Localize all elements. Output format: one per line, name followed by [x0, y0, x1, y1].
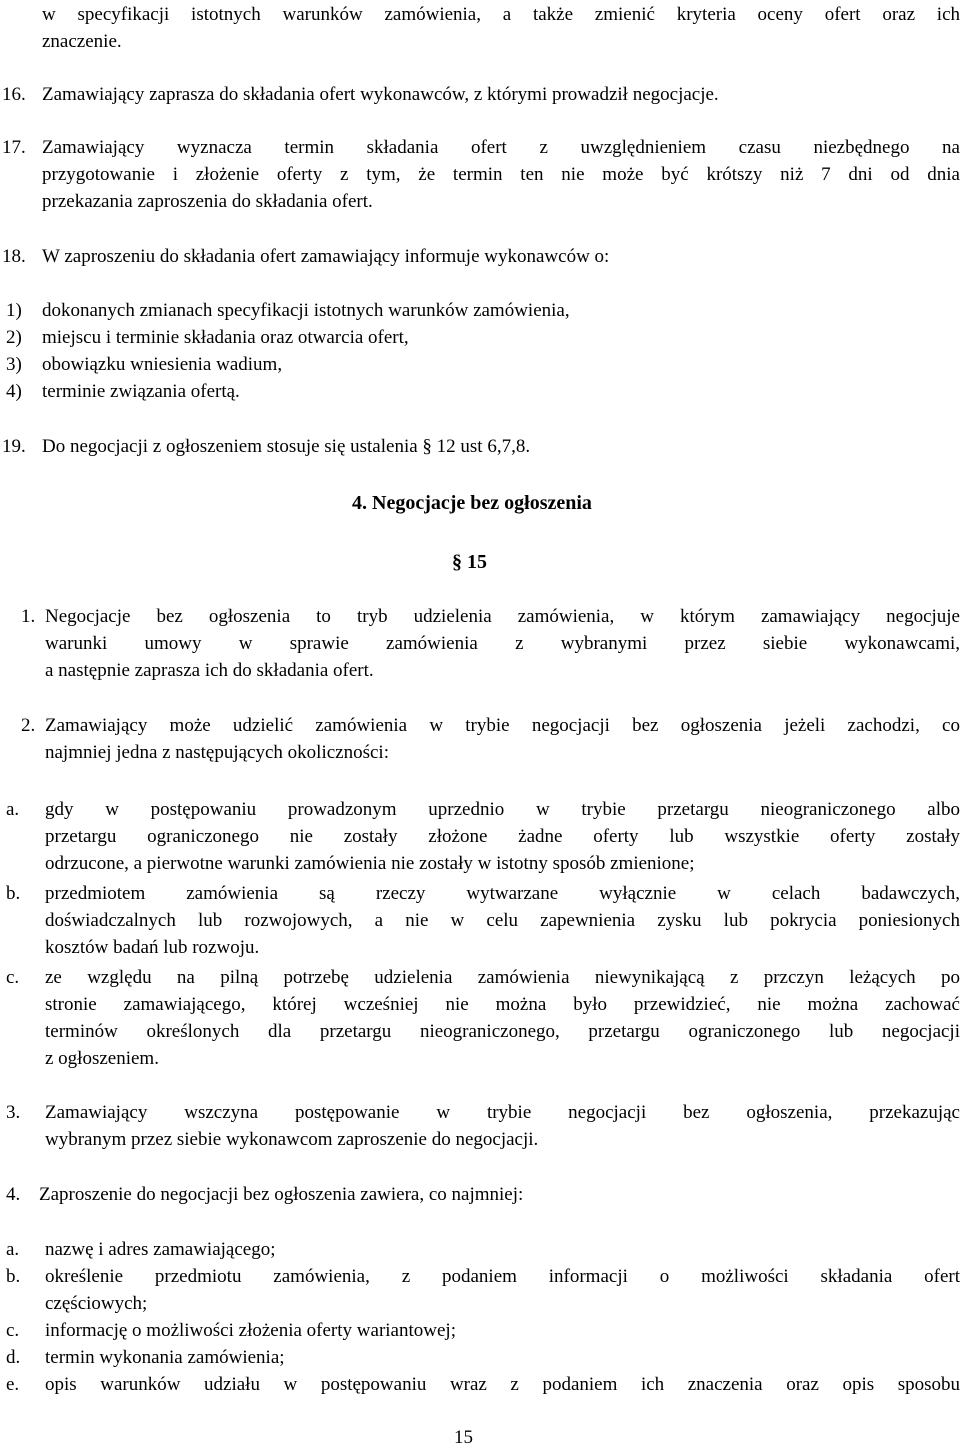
- list-text: dokonanych zmianach specyfikacji istotnych warunków zamówienia,: [42, 300, 570, 321]
- list-item: [6, 378, 906, 405]
- paragraph-number: 16.: [2, 84, 26, 105]
- paragraph-number: 19.: [2, 436, 26, 457]
- text-line: przetargu ograniczonego nie zostały złożone żadne oferty lub wszystkie oferty zostały: [45, 826, 960, 847]
- text-line: Zaproszenie do negocjacji bez ogłoszenia zawiera, co najmniej:: [39, 1184, 524, 1205]
- text-line: Zamawiający wyznacza termin składania ofert z uwzględnieniem czasu niezbędnego na: [42, 137, 960, 158]
- text-line: najmniej jedna z następujących okoliczności:: [45, 742, 389, 763]
- list-item-a: [45, 796, 960, 877]
- list-item-b: [45, 880, 960, 961]
- list-marker: c.: [6, 1320, 20, 1341]
- text-line: przygotowanie i złożenie oferty z tym, że termin ten nie może być krótszy niż 7 dni od dnia: [42, 164, 960, 185]
- text-line: częściowych;: [45, 1293, 148, 1314]
- text-line: znaczenie.: [42, 31, 122, 52]
- list-text: miejscu i terminie składania oraz otwarcia ofert,: [42, 327, 409, 348]
- text-line: wybranym przez siebie wykonawcom zaproszenie do negocjacji.: [45, 1129, 539, 1150]
- paragraph-19: [42, 433, 960, 460]
- text-line: terminów określonych dla przetargu nieograniczonego, przetargu ograniczonego lub negocjacji: [45, 1021, 960, 1042]
- text-line: gdy w postępowaniu prowadzonym uprzednio w trybie przetargu nieograniczonego albo: [45, 799, 960, 820]
- text-line: określenie przedmiotu zamówienia, z podaniem informacji o możliwości składania ofert: [45, 1266, 960, 1287]
- list-marker: 4): [6, 381, 22, 402]
- text-line: z ogłoszeniem.: [45, 1048, 159, 1069]
- list-marker: b.: [6, 883, 21, 904]
- text-line: Do negocjacji z ogłoszeniem stosuje się ustalenia § 12 ust 6,7,8.: [42, 436, 531, 457]
- text-line: w specyfikacji istotnych warunków zamówienia, a także zmienić kryteria oceny ofert oraz ich: [42, 4, 960, 25]
- list-marker: 3): [6, 354, 22, 375]
- paragraph-18-list: [6, 297, 906, 405]
- text-line: warunki umowy w sprawie zamówienia z wybranymi przez siebie wykonawcami,: [45, 633, 960, 654]
- text-line: przekazania zaproszenia do składania ofert.: [42, 191, 373, 212]
- text-line: stronie zamawiającego, której wcześniej nie można było przewidzieć, nie można zachować: [45, 994, 960, 1015]
- list-item: [6, 297, 906, 324]
- paragraph-number: 1.: [21, 606, 36, 627]
- s15-paragraph-4: [39, 1181, 954, 1208]
- text-line: kosztów badań lub rozwoju.: [45, 937, 260, 958]
- list-text: terminie związania ofertą.: [42, 381, 240, 402]
- list-marker: 1): [6, 300, 22, 321]
- text-line: Negocjacje bez ogłoszenia to tryb udzielenia zamówienia, w którym zamawiający negocjuje: [45, 606, 960, 627]
- s15-paragraph-3: [45, 1099, 960, 1153]
- section-heading: 4. Negocjacje bez ogłoszenia: [352, 492, 592, 514]
- list-item: [6, 324, 906, 351]
- text-line: przedmiotem zamówienia są rzeczy wytwarzane wyłącznie w celach badawczych,: [45, 883, 960, 904]
- text-line: Zamawiający może udzielić zamówienia w trybie negocjacji bez ogłoszenia jeżeli zachodzi, co: [45, 715, 960, 736]
- text-line: ze względu na pilną potrzebę udzielenia zamówienia niewynikającą z przczyn leżących po: [45, 967, 960, 988]
- paragraph-number: 17.: [2, 137, 26, 158]
- s15-paragraph-1: [45, 603, 960, 684]
- text-line: odrzucone, a pierwotne warunki zamówienia nie zostały w istotny sposób zmienione;: [45, 853, 695, 874]
- list-marker: c.: [6, 967, 20, 988]
- s15-paragraph-2: [45, 712, 960, 766]
- paragraph-18: [42, 243, 960, 270]
- section-subheading: § 15: [452, 551, 487, 573]
- paragraph-number: 2.: [21, 715, 36, 736]
- text-line: nazwę i adres zamawiającego;: [45, 1239, 276, 1260]
- list-item-e: [45, 1371, 960, 1398]
- list-marker: d.: [6, 1347, 21, 1368]
- text-line: termin wykonania zamówienia;: [45, 1347, 285, 1368]
- text-line: Zamawiający zaprasza do składania ofert wykonawców, z którymi prowadził negocjacje.: [42, 84, 719, 105]
- page-number: 15: [454, 1427, 473, 1448]
- list-item-c: [45, 1317, 960, 1344]
- list-marker: b.: [6, 1266, 21, 1287]
- paragraph-17: [42, 134, 960, 215]
- list-item-d: [45, 1344, 960, 1371]
- paragraph-number: 3.: [6, 1102, 21, 1123]
- list-item-c: [45, 964, 960, 1072]
- list-marker: 2): [6, 327, 22, 348]
- text-line: doświadczalnych lub rozwojowych, a nie w celu zapewnienia zysku lub pokrycia poniesionych: [45, 910, 960, 931]
- list-marker: a.: [6, 1239, 20, 1260]
- list-marker: a.: [6, 799, 20, 820]
- list-item-b: [45, 1263, 960, 1317]
- paragraph-number: 18.: [2, 246, 26, 267]
- paragraph-continuation: [42, 1, 960, 55]
- text-line: a następnie zaprasza ich do składania ofert.: [45, 660, 374, 681]
- paragraph-16: [42, 81, 960, 108]
- text-line: W zaproszeniu do składania ofert zamawiający informuje wykonawców o:: [42, 246, 610, 267]
- text-line: Zamawiający wszczyna postępowanie w trybie negocjacji bez ogłoszenia, przekazując: [45, 1102, 960, 1123]
- list-text: obowiązku wniesienia wadium,: [42, 354, 283, 375]
- text-line: opis warunków udziału w postępowaniu wraz z podaniem ich znaczenia oraz opis sposobu: [45, 1374, 960, 1395]
- list-item-a: [45, 1236, 960, 1263]
- text-line: informację o możliwości złożenia oferty wariantowej;: [45, 1320, 456, 1341]
- list-marker: e.: [6, 1374, 20, 1395]
- paragraph-number: 4.: [6, 1184, 21, 1205]
- list-item: [6, 351, 906, 378]
